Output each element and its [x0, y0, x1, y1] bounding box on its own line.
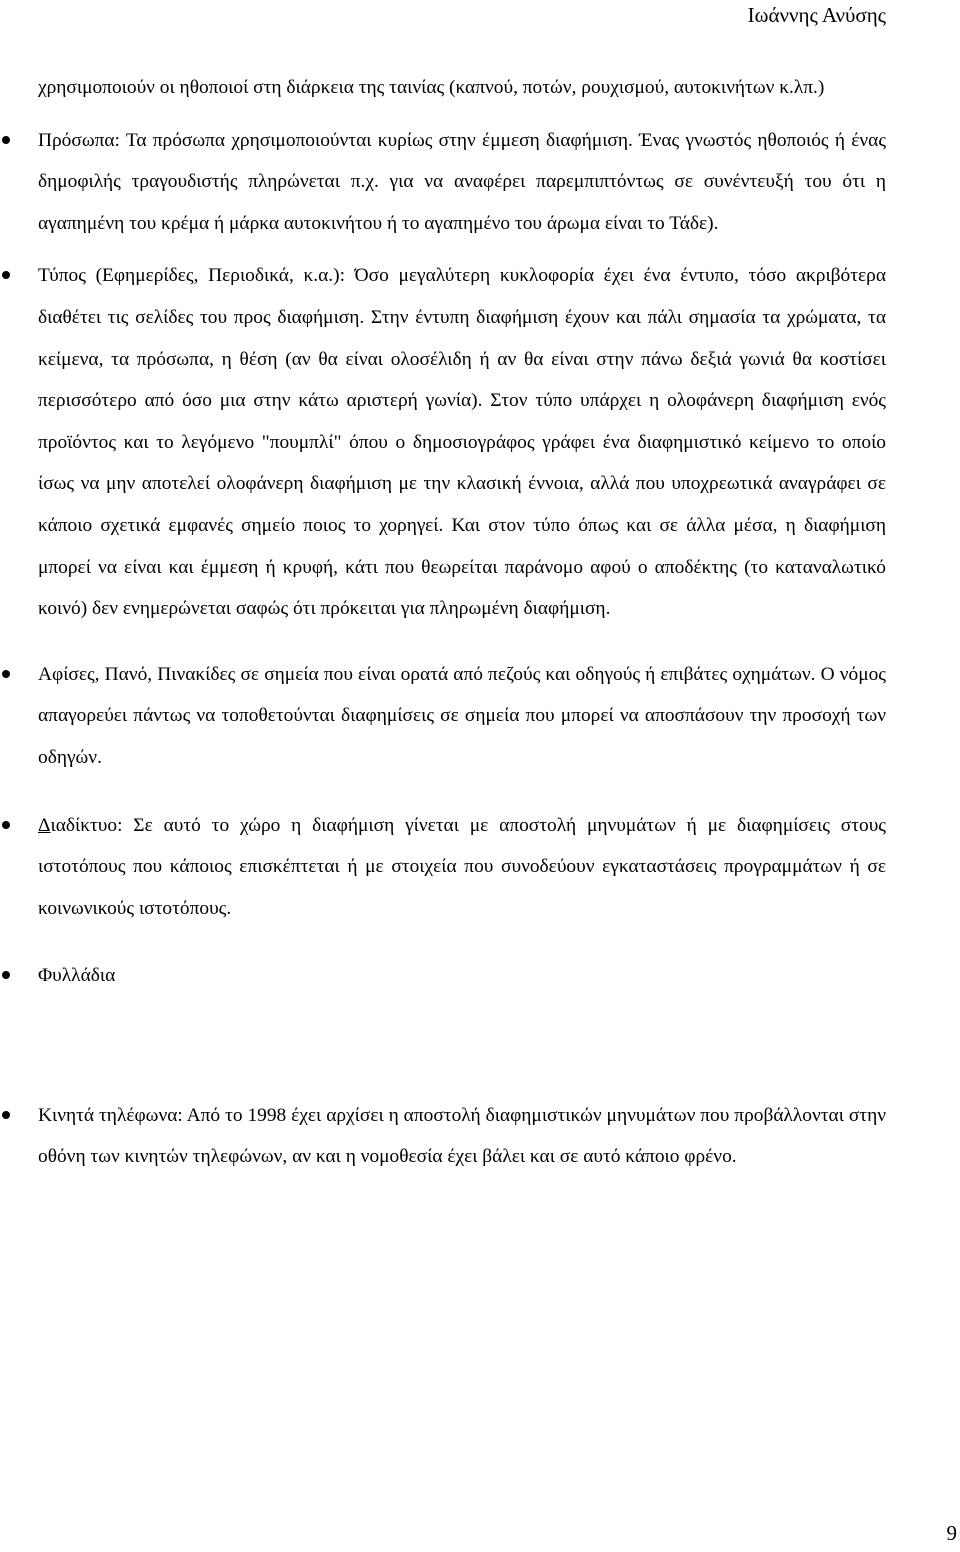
bullet-icon — [1, 255, 17, 297]
list-item-text: Κινητά τηλέφωνα: Από το 1998 έχει αρχίσει η αποστολή διαφημιστικών μηνυμάτων που προβάλλονται στην οθόνη των κινητών τηλεφώνων, αν και η νομοθεσία έχει βάλει και σε αυτό κάποιο φρένο. — [38, 1104, 886, 1168]
bullet-icon — [1, 955, 17, 997]
page-number: 9 — [946, 1521, 957, 1545]
running-header-author: Ιωάννης Ανύσης — [747, 3, 886, 27]
list-item-text: Αφίσες, Πανό, Πινακίδες σε σημεία που είναι ορατά από πεζούς και οδηγούς ή επιβάτες οχημάτων. Ο νόμος απαγορεύει πάντως να τοποθετούνται διαφημίσεις σε σημεία που μπορεί να αποσπάσουν την προσοχή των οδηγών. — [38, 663, 886, 768]
bullet-icon — [1, 805, 17, 847]
list-item — [38, 255, 886, 629]
list-item — [38, 955, 886, 997]
list-item-text: Φυλλάδια — [38, 965, 116, 987]
bullet-icon — [1, 654, 17, 696]
list-item-text: Πρόσωπα: Τα πρόσωπα χρησιμοποιούνται κυρίως στην έμμεση διαφήμιση. Ένας γνωστός ηθοποιός ή ένας δημοφιλής τραγουδιστής πληρώνεται π.χ. για να αναφέρει παρεμπιπτόντως σε συνέντευξή του ότι η αγαπημένη του κρέμα ή μάρκα αυτοκινήτου ή το αγαπημένο του άρωμα είναι το Τάδε). — [38, 129, 886, 234]
list-item — [38, 805, 886, 930]
continuation-paragraph: χρησιμοποιούν οι ηθοποιοί στη διάρκεια της ταινίας (καπνού, ποτών, ρουχισμού, αυτοκινήτων κ.λπ.) — [38, 77, 825, 98]
list-item — [38, 654, 886, 779]
document-body — [38, 67, 886, 1178]
list-item-text: ιαδίκτυο: Σε αυτό το χώρο η διαφήμιση γίνεται με αποστολή μηνυμάτων ή με διαφημίσεις στους ιστοτόπους που κάποιος επισκέπτεται ή με στοιχεία που συνοδεύουν εγκαταστάσεις προγραμμάτων ή σε κοινωνικούς ιστοτόπους. — [38, 814, 886, 919]
underlined-initial: Δ — [38, 814, 51, 836]
list-item — [38, 1095, 886, 1178]
list-item-text: Τύπος (Εφημερίδες, Περιοδικά, κ.α.): Όσο μεγαλύτερη κυκλοφορία έχει ένα έντυπο, τόσο ακριβότερα διαθέτει τις σελίδες του προς διαφήμιση. Στην έντυπη διαφήμιση έχουν και πάλι σημασία τα χρώματα, τα κείμενα, τα πρόσωπα, η θέση (αν θα είναι ολοσέλιδη ή αν θα είναι στην πάνω δεξιά γωνιά θα κοστίσει περισσότερο από όσο μια στην κάτω αριστερή γωνία). Στον τύπο υπάρχει η ολοφάνερη διαφήμιση ενός προϊόντος και το λεγόμενο "πουμπλί" όπου ο δημοσιογράφος γράφει ένα διαφημιστικό κείμενο το οποίο ίσως να μην αποτελεί ολοφάνερη διαφήμιση με την κλασική έννοια, αλλά που υποχρεωτικά αναγράφει σε κάποιο σχετικά εμφανές σημείο ποιος το χορηγεί. Και στον τύπο όπως και σε άλλα μέσα, η διαφήμιση μπορεί να είναι και έμμεση ή κρυφή, κάτι που θεωρείται παράνομο αφού ο αποδέκτης (το καταναλωτικό κοινό) δεν ενημερώνεται σαφώς ότι πρόκειται για πληρωμένη διαφήμιση. — [38, 265, 886, 620]
bullet-icon — [1, 1095, 17, 1137]
bullet-icon — [1, 120, 17, 162]
list-item — [38, 120, 886, 245]
